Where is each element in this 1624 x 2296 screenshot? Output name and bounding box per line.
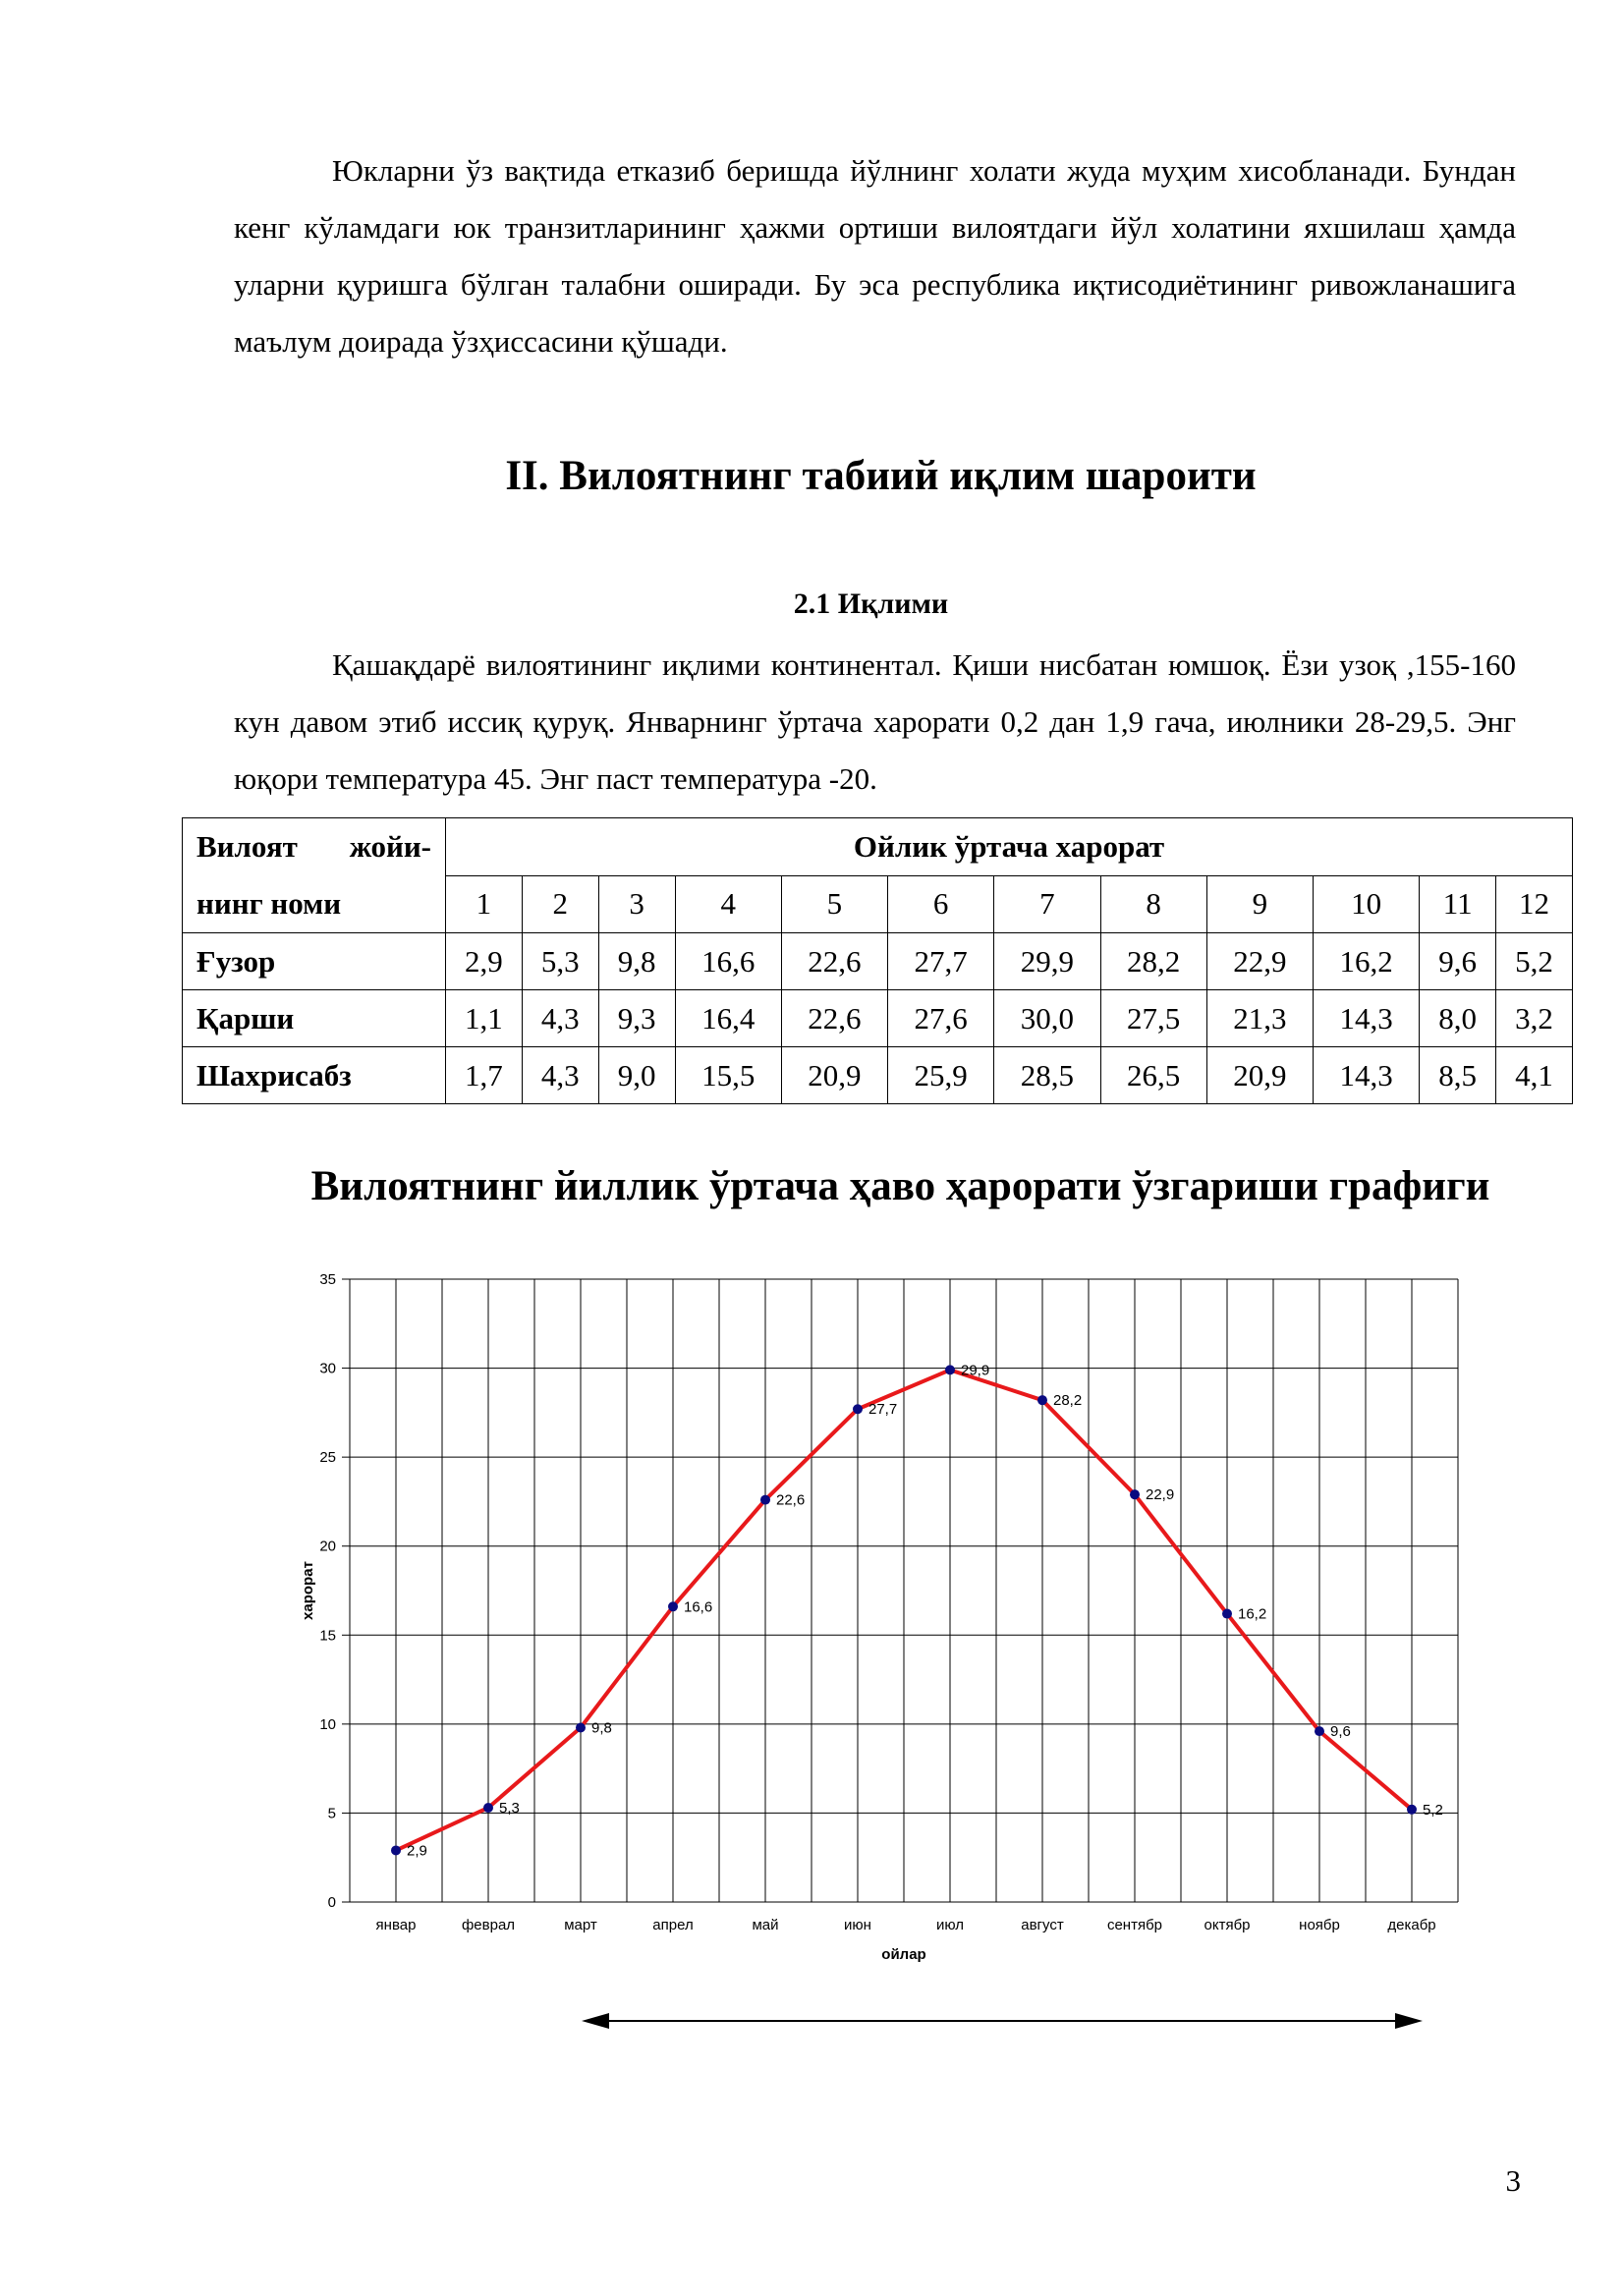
y-tick-label: 5 <box>327 1805 336 1822</box>
page-number: 3 <box>1505 2163 1521 2198</box>
temperature-cell: 20,9 <box>781 1047 887 1104</box>
x-tick-label: ноябр <box>1299 1917 1340 1933</box>
data-label: 29,9 <box>961 1362 990 1379</box>
month-number-cell: 4 <box>675 875 781 933</box>
header-months-cell: Ойлик ўртача харорат <box>446 818 1573 876</box>
x-tick-label: сентябр <box>1106 1917 1163 1933</box>
temperature-cell: 1,1 <box>446 990 523 1047</box>
y-tick-label: 25 <box>319 1449 336 1467</box>
data-label: 5,3 <box>499 1799 520 1817</box>
x-tick-label: июн <box>844 1917 871 1933</box>
data-point <box>1037 1395 1047 1405</box>
data-label: 9,6 <box>1330 1723 1351 1741</box>
data-label: 5,2 <box>1423 1801 1443 1819</box>
climate-paragraph: Қашақдарё вилоятининг иқлими континентал. Қиши нисбатан юмшоқ. Ёзи узоқ ,155-160 кун давом этиб иссиқ қуруқ. Январнинг ўртача харорати 0,2 дан 1,9 гача, июлники 28-29,5. Энг юқори температура 45. Энг паст температура -20. <box>234 647 1516 796</box>
month-number-cell: 2 <box>522 875 598 933</box>
data-label: 22,6 <box>776 1491 806 1509</box>
data-point <box>483 1803 493 1813</box>
temperature-cell: 9,8 <box>598 933 675 990</box>
data-point <box>1315 1726 1324 1736</box>
data-label: 16,6 <box>684 1598 713 1616</box>
x-tick-label: январ <box>375 1917 417 1933</box>
temperature-cell: 22,6 <box>781 933 887 990</box>
y-tick-label: 35 <box>319 1271 336 1288</box>
data-point <box>1407 1805 1417 1815</box>
temperature-cell: 5,2 <box>1496 933 1573 990</box>
month-number-cell: 8 <box>1100 875 1206 933</box>
temperature-cell: 27,5 <box>1100 990 1206 1047</box>
temperature-cell: 8,0 <box>1420 990 1496 1047</box>
month-number-cell: 10 <box>1313 875 1419 933</box>
temperature-cell: 21,3 <box>1206 990 1313 1047</box>
temperature-cell: 16,2 <box>1313 933 1419 990</box>
data-point <box>576 1722 586 1732</box>
chart-title: Вилоятнинг йиллик ўртача ҳаво ҳарорати ўзгариши графиги <box>310 1163 1490 1209</box>
month-number-cell: 12 <box>1496 875 1573 933</box>
x-tick-label: феврал <box>461 1917 516 1933</box>
temperature-cell: 16,4 <box>675 990 781 1047</box>
data-point <box>853 1404 863 1414</box>
data-point <box>1130 1489 1140 1499</box>
x-tick-label: август <box>1021 1917 1064 1933</box>
data-label: 28,2 <box>1053 1392 1083 1410</box>
data-point <box>760 1495 770 1505</box>
section-title: II. Вилоятнинг табиий иқлим шароити <box>505 453 1257 499</box>
x-tick-label: декабр <box>1387 1917 1436 1933</box>
month-number-cell: 9 <box>1206 875 1313 933</box>
intro-paragraph: Юкларни ўз вақтида етказиб беришда йўлнинг холати жуда муҳим хисобланади. Бундан кенг кўламдаги юк транзитларининг ҳажми ортиши вилоятдаги йўл холатини яхшилаш ҳамда уларни қуришга бўлган талабни оширади. Бу эса республика иқтисодиётининг ривожланашига маълум доирада ўзҳиссасини қўшади. <box>234 153 1516 359</box>
city-name-cell: Ғузор <box>183 933 446 990</box>
month-number-cell: 11 <box>1420 875 1496 933</box>
data-point <box>1222 1609 1232 1619</box>
city-name-cell: Қарши <box>183 990 446 1047</box>
temperature-cell: 16,6 <box>675 933 781 990</box>
temperature-cell: 1,7 <box>446 1047 523 1104</box>
x-axis-title: ойлар <box>881 1946 926 1963</box>
data-point <box>945 1365 955 1374</box>
y-tick-label: 15 <box>319 1627 336 1645</box>
temperature-cell: 22,9 <box>1206 933 1313 990</box>
temperature-cell: 26,5 <box>1100 1047 1206 1104</box>
data-point <box>391 1845 401 1855</box>
temperature-cell: 14,3 <box>1313 1047 1419 1104</box>
temperature-cell: 29,9 <box>994 933 1100 990</box>
data-label: 9,8 <box>591 1719 612 1737</box>
data-label: 22,9 <box>1146 1486 1175 1504</box>
month-number-cell: 7 <box>994 875 1100 933</box>
temperature-cell: 5,3 <box>522 933 598 990</box>
y-tick-label: 0 <box>327 1894 336 1911</box>
temperature-cell: 25,9 <box>888 1047 994 1104</box>
temperature-cell: 3,2 <box>1496 990 1573 1047</box>
temperature-cell: 9,3 <box>598 990 675 1047</box>
temperature-cell: 4,3 <box>522 990 598 1047</box>
temperature-cell: 4,1 <box>1496 1047 1573 1104</box>
temperature-cell: 8,5 <box>1420 1047 1496 1104</box>
temperature-cell: 27,7 <box>888 933 994 990</box>
temperature-cell: 28,5 <box>994 1047 1100 1104</box>
data-point <box>668 1601 678 1611</box>
temperature-cell: 14,3 <box>1313 990 1419 1047</box>
month-number-cell: 1 <box>446 875 523 933</box>
temperature-cell: 22,6 <box>781 990 887 1047</box>
subsection-title: 2.1 Иқлими <box>793 588 949 620</box>
temperature-cell: 2,9 <box>446 933 523 990</box>
arrow-left-head <box>582 2013 609 2029</box>
y-axis-title: харорат <box>300 1561 316 1620</box>
month-number-cell: 6 <box>888 875 994 933</box>
y-tick-label: 30 <box>319 1360 336 1377</box>
temperature-cell: 20,9 <box>1206 1047 1313 1104</box>
temperature-cell: 30,0 <box>994 990 1100 1047</box>
x-tick-label: март <box>564 1917 597 1933</box>
x-tick-label: июл <box>935 1917 965 1933</box>
data-label: 2,9 <box>407 1842 427 1860</box>
temperature-cell: 9,6 <box>1420 933 1496 990</box>
month-number-cell: 3 <box>598 875 675 933</box>
temperature-cell: 28,2 <box>1100 933 1206 990</box>
temperature-cell: 27,6 <box>888 990 994 1047</box>
x-tick-label: май <box>752 1917 779 1933</box>
temperature-cell: 4,3 <box>522 1047 598 1104</box>
temperature-cell: 9,0 <box>598 1047 675 1104</box>
city-name-cell: Шахрисабз <box>183 1047 446 1104</box>
data-label: 16,2 <box>1238 1605 1267 1623</box>
y-tick-label: 20 <box>319 1538 336 1555</box>
x-tick-label: апрел <box>652 1917 694 1933</box>
header-city-cell: Вилоят жойи-нинг номи <box>183 818 446 933</box>
temperature-cell: 15,5 <box>675 1047 781 1104</box>
x-tick-label: октябр <box>1204 1917 1251 1933</box>
data-label: 27,7 <box>868 1401 898 1419</box>
arrow-right-head <box>1395 2013 1423 2029</box>
month-number-cell: 5 <box>781 875 887 933</box>
y-tick-label: 10 <box>319 1715 336 1733</box>
